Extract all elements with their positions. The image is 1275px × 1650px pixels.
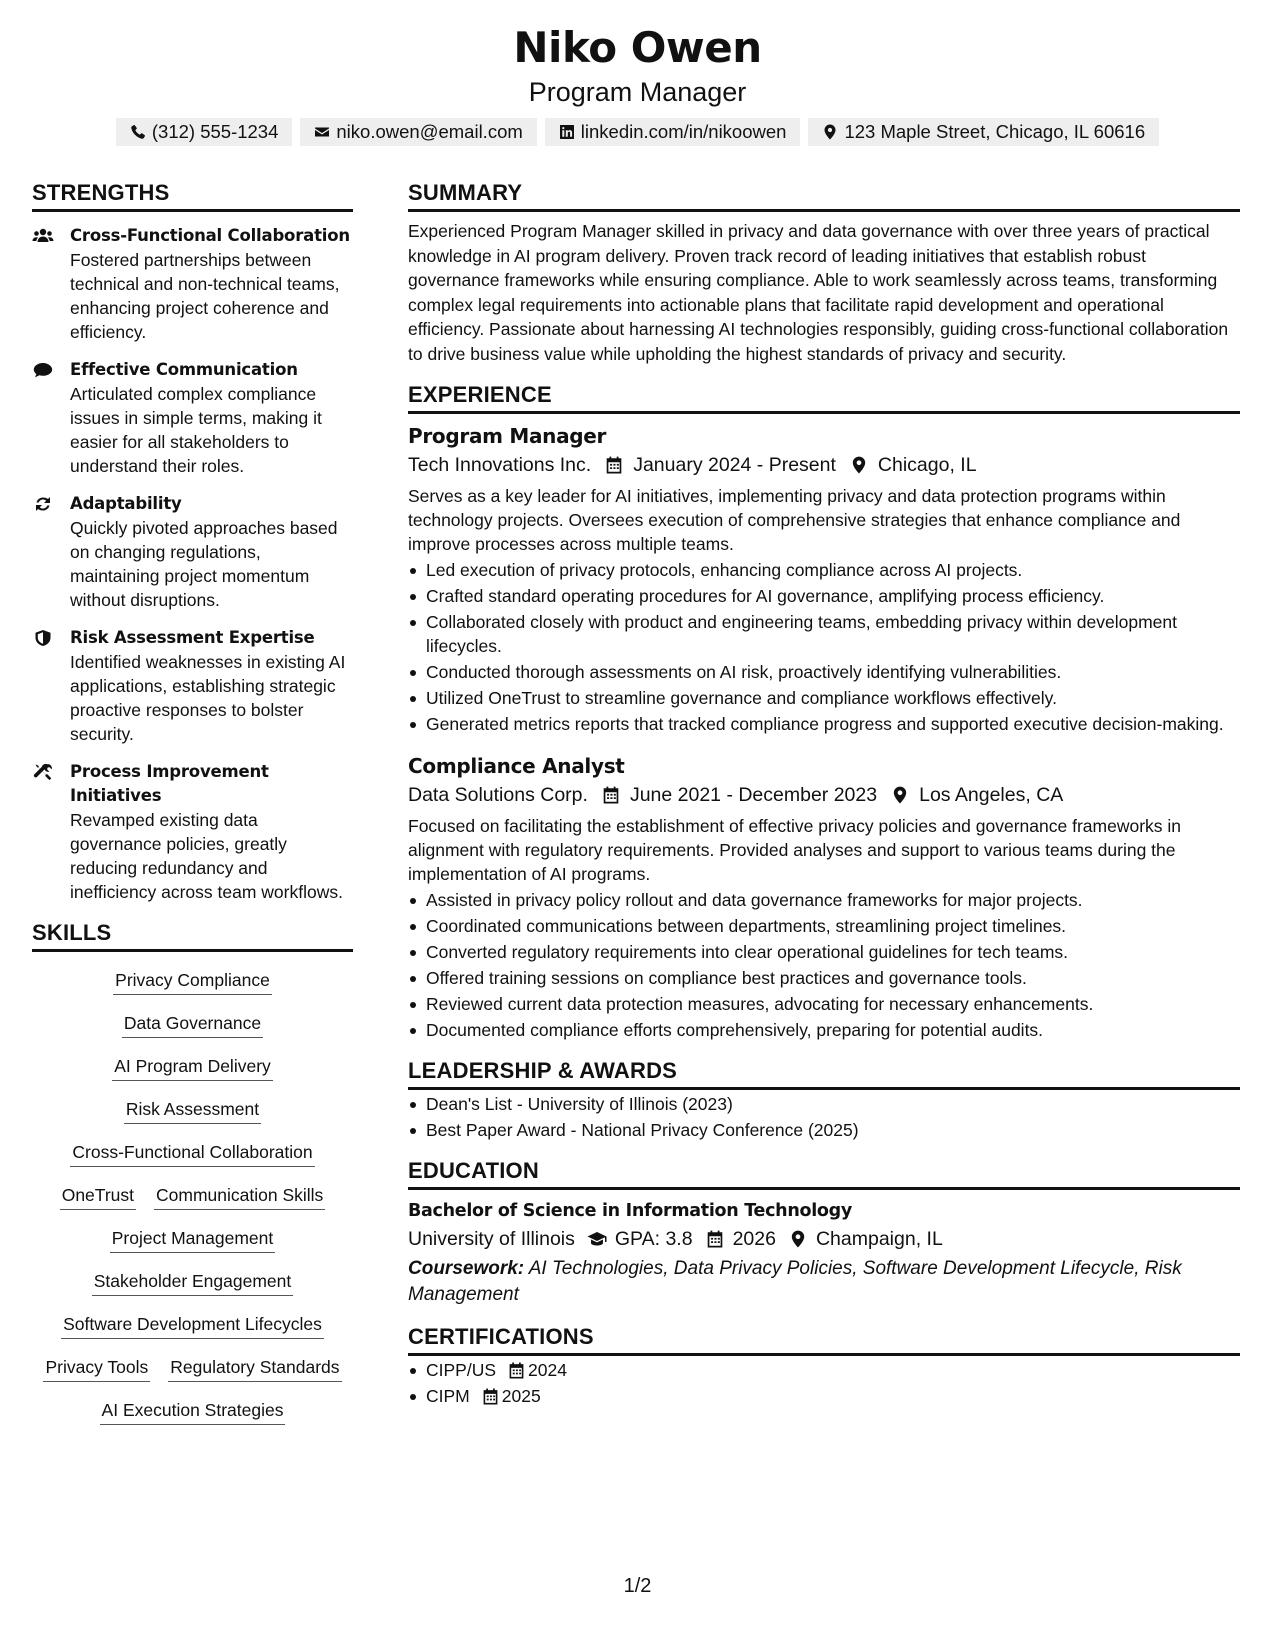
contact-email[interactable]: [300, 118, 536, 146]
job-bullets: [408, 888, 1240, 1042]
speech-bubble-icon: [32, 361, 54, 379]
candidate-role: Program Manager: [528, 77, 747, 107]
job-bullet: Utilized OneTrust to streamline governance and compliance workflows effectively.: [408, 686, 1240, 710]
education-degree: Bachelor of Science in Information Technology: [408, 1201, 852, 1221]
contact-linkedin[interactable]: [545, 118, 801, 146]
calendar-icon: [605, 456, 623, 474]
education-year: 2026: [732, 1228, 776, 1250]
strength-description: Identified weaknesses in existing AI applications, establishing strategic proactive responses to bolster security.: [70, 652, 346, 744]
certifications-list: [408, 1358, 1240, 1408]
award-item: Dean's List - University of Illinois (2023): [408, 1092, 1240, 1116]
tools-icon: [32, 763, 54, 781]
strength-item: [32, 626, 353, 746]
certification-name: CIPP/US: [426, 1360, 497, 1380]
candidate-name: Niko Owen: [513, 23, 762, 72]
contact-address-text: 123 Maple Street, Chicago, IL 60616: [844, 121, 1146, 142]
awards-heading: LEADERSHIP & AWARDS: [408, 1056, 1240, 1090]
job-title: Compliance Analyst: [408, 754, 625, 778]
certification-item: [408, 1384, 1240, 1408]
certification-name: CIPM: [426, 1386, 470, 1406]
certifications-heading: CERTIFICATIONS: [408, 1322, 1240, 1356]
contact-address: [808, 118, 1159, 146]
strength-item: [32, 358, 353, 478]
skill-tag: Regulatory Standards: [168, 1356, 341, 1382]
experience-heading: EXPERIENCE: [408, 380, 1240, 414]
graduation-cap-icon: [587, 1230, 607, 1248]
strength-description: Quickly pivoted approaches based on changing regulations, maintaining project momentum without disruptions.: [70, 518, 338, 610]
strength-item: [32, 760, 353, 904]
skill-tag: Software Development Lifecycles: [61, 1313, 324, 1339]
job-entry: [408, 752, 1240, 1042]
education-coursework: [408, 1256, 1240, 1308]
strengths-heading: STRENGTHS: [32, 178, 353, 212]
skill-tag: Data Governance: [122, 1012, 263, 1038]
linkedin-icon: [559, 124, 575, 140]
right-column: [408, 178, 1240, 1410]
award-item: Best Paper Award - National Privacy Conference (2025): [408, 1118, 1240, 1142]
job-bullet: Assisted in privacy policy rollout and data governance frameworks for major projects.: [408, 888, 1240, 912]
phone-icon: [130, 124, 146, 140]
job-bullet: Conducted thorough assessments on AI risk, proactively identifying vulnerabilities.: [408, 660, 1240, 684]
contact-phone-text: (312) 555-1234: [151, 121, 279, 142]
strength-title: Cross-Functional Collaboration: [70, 226, 350, 245]
strength-item: [32, 492, 353, 612]
certification-year: 2024: [528, 1360, 567, 1380]
left-column: [32, 178, 353, 1425]
job-location: Chicago, IL: [877, 454, 977, 476]
job-location: Los Angeles, CA: [919, 784, 1064, 806]
job-bullet: Collaborated closely with product and engineering teams, embedding privacy within development lifecycles.: [408, 610, 1240, 658]
job-company: Data Solutions Corp.: [408, 784, 588, 806]
map-pin-icon: [850, 456, 868, 474]
calendar-icon: [508, 1362, 525, 1379]
certification-year: 2025: [501, 1386, 541, 1406]
strength-title: Effective Communication: [70, 360, 298, 379]
job-bullet: Reviewed current data protection measures, advocating for necessary enhancements.: [408, 992, 1240, 1016]
strengths-list: [32, 224, 353, 904]
strength-title: Adaptability: [70, 494, 182, 513]
education-location: Champaign, IL: [815, 1228, 943, 1250]
calendar-icon: [602, 786, 620, 804]
summary-text: Experienced Program Manager skilled in privacy and data governance with over three years of practical knowledge in AI program delivery. Proven track record of leading initiatives that establish robust governance frameworks while ensuring compliance. Able to work seamlessly across teams, transforming complex legal requirements into actionable plans that facilitate rapid development and operational efficiency. Passionate about harnessing AI technologies responsibly, guiding cross-functional collaboration to drive business value while upholding the highest standards of privacy and security.: [408, 221, 1229, 364]
skill-tag: Privacy Tools: [43, 1356, 150, 1382]
job-bullet: Crafted standard operating procedures for AI governance, amplifying process efficiency.: [408, 584, 1240, 608]
users-icon: [32, 227, 54, 245]
page-number: 1/2: [623, 1575, 652, 1597]
job-description: Focused on facilitating the establishment of effective privacy policies and governance frameworks in alignment with regulatory requirements. Provided analyses and support to various teams during the implementation of AI programs.: [408, 816, 1181, 884]
education-heading: EDUCATION: [408, 1156, 1240, 1190]
job-bullet: Led execution of privacy protocols, enhancing compliance across AI projects.: [408, 558, 1240, 582]
map-pin-icon: [822, 124, 838, 140]
strength-title: Process Improvement Initiatives: [70, 762, 269, 805]
skill-tag: Stakeholder Engagement: [92, 1270, 294, 1296]
strength-title: Risk Assessment Expertise: [70, 628, 315, 647]
job-bullet: Offered training sessions on compliance best practices and governance tools.: [408, 966, 1240, 990]
skill-tag: Project Management: [110, 1227, 275, 1253]
skill-tag: AI Program Delivery: [112, 1055, 273, 1081]
coursework-list: AI Technologies, Data Privacy Policies, Software Development Lifecycle, Risk Management: [408, 1258, 1182, 1305]
summary-heading: SUMMARY: [408, 178, 1240, 212]
awards-list: [408, 1092, 1240, 1142]
job-meta: [408, 450, 1240, 480]
skill-tag: Cross-Functional Collaboration: [70, 1141, 314, 1167]
contact-linkedin-text: linkedin.com/in/nikoowen: [580, 121, 787, 142]
job-bullet: Documented compliance efforts comprehensively, preparing for potential audits.: [408, 1018, 1240, 1042]
strength-description: Revamped existing data governance policies, greatly reducing redundancy and inefficiency across team workflows.: [70, 810, 343, 902]
education-meta: [408, 1224, 1240, 1254]
job-entry: [408, 422, 1240, 736]
job-bullet: Converted regulatory requirements into clear operational guidelines for tech teams.: [408, 940, 1240, 964]
job-meta: [408, 780, 1240, 810]
map-pin-icon: [788, 1230, 808, 1248]
skill-tag: AI Execution Strategies: [100, 1399, 286, 1425]
strength-item: [32, 224, 353, 344]
job-bullet: Generated metrics reports that tracked compliance progress and supported executive decision-making.: [408, 712, 1240, 736]
coursework-label: Coursework:: [408, 1258, 525, 1279]
education-gpa: GPA: 3.8: [614, 1228, 693, 1250]
map-pin-icon: [891, 786, 909, 804]
job-bullet: Coordinated communications between departments, streamlining project timelines.: [408, 914, 1240, 938]
contact-phone[interactable]: [116, 118, 293, 146]
resume-header: [0, 22, 1275, 146]
job-company: Tech Innovations Inc.: [408, 454, 592, 476]
contact-email-text: niko.owen@email.com: [336, 121, 523, 142]
shield-icon: [32, 629, 54, 647]
strength-description: Articulated complex compliance issues in simple terms, making it easier for all stakeholders to understand their roles.: [70, 384, 322, 476]
skill-tag: Communication Skills: [154, 1184, 325, 1210]
calendar-icon: [705, 1230, 725, 1248]
education-school: University of Illinois: [408, 1228, 575, 1250]
job-description: Serves as a key leader for AI initiatives, implementing privacy and data protection programs within technology projects. Oversees execution of comprehensive strategies that enhance compliance and improve processes across multiple teams.: [408, 486, 1181, 554]
job-bullets: [408, 558, 1240, 736]
skill-tag: Risk Assessment: [124, 1098, 261, 1124]
contact-bar: [0, 118, 1275, 146]
skills-list: [32, 969, 353, 1425]
job-dates: June 2021 - December 2023: [629, 784, 878, 806]
job-dates: January 2024 - Present: [633, 454, 836, 476]
sync-arrows-icon: [32, 495, 54, 513]
strength-description: Fostered partnerships between technical and non-technical teams, enhancing project coherence and efficiency.: [70, 250, 340, 342]
job-title: Program Manager: [408, 424, 607, 448]
envelope-icon: [314, 124, 330, 140]
skills-heading: SKILLS: [32, 918, 353, 952]
skill-tag: Privacy Compliance: [113, 969, 272, 995]
certification-item: [408, 1358, 1240, 1382]
calendar-icon: [482, 1388, 499, 1405]
skill-tag: OneTrust: [60, 1184, 136, 1210]
